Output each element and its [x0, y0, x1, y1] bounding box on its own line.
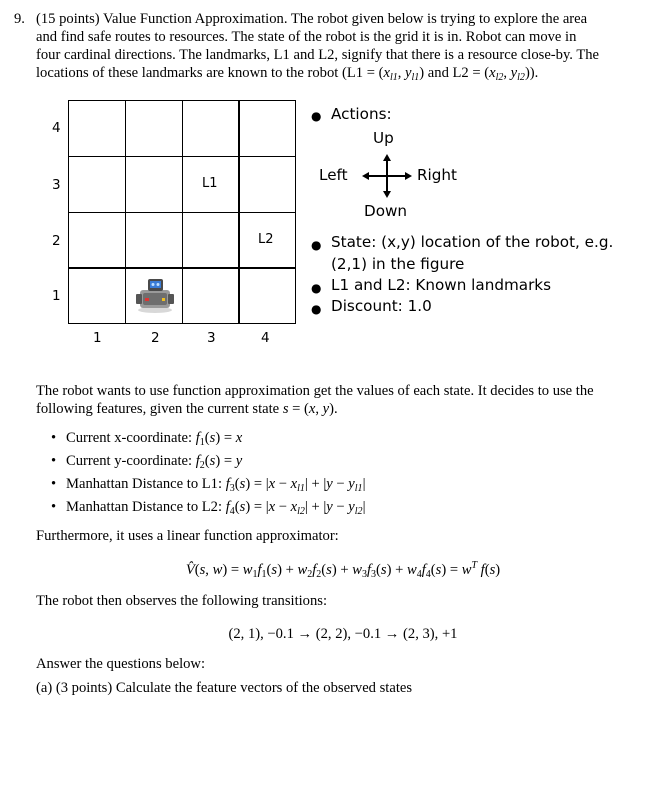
bullet: ●	[311, 302, 322, 316]
feature-1: • Current x-coordinate: $f_1(s) = x$	[36, 429, 650, 452]
intro-line-1: (15 points) Value Function Approximation. The robot given below is trying to explore the area	[36, 11, 588, 27]
y-label-1: 1	[52, 288, 61, 304]
grid-cell-l2	[238, 212, 296, 269]
grid-cell	[68, 212, 126, 269]
grid-cell	[68, 267, 126, 324]
intro-line-3: four cardinal directions. The landmarks, L1 and L2, signify that there is a resource close-by. The	[36, 47, 600, 63]
transitions-intro: The robot then observes the following transitions:	[36, 593, 328, 609]
question-points: (15 points)	[36, 11, 100, 27]
landmarks-info: L1 and L2: Known landmarks	[331, 276, 552, 294]
grid-cell	[182, 212, 240, 269]
feature-4: • Manhattan Distance to L2: $f_4(s) = |x - x_{l2}| + |y - y_{l2}|$	[36, 498, 650, 521]
question-title: Value Function Approximation.	[103, 11, 288, 27]
grid-cell	[238, 100, 296, 157]
x-label-3: 3	[207, 330, 216, 346]
question-intro	[14, 10, 650, 83]
grid-world	[68, 100, 296, 324]
part-a: (a) (3 points) Calculate the feature vectors of the observed states	[36, 680, 413, 696]
feature-2: • Current y-coordinate: $f_2(s) = y$	[36, 452, 650, 475]
bullet: ●	[311, 281, 322, 295]
grid-cell-l1	[182, 156, 240, 213]
bullet: ●	[311, 109, 322, 123]
feature-3: • Manhattan Distance to L1: $f_3(s) = |x - x_{l1}| + |y - y_{l1}|$	[36, 475, 650, 498]
approximator-equation: V̂(s, $w) = w_1f_1(s) + w_2f_2(s) + w_3f_3(s) + w_4f_4(s) = w^T$ f(s)	[185, 560, 501, 580]
x-label-2: 2	[151, 330, 160, 346]
robot-icon	[135, 276, 175, 314]
y-label-3: 3	[52, 177, 61, 193]
question-number: 9.	[14, 11, 25, 27]
grid-cell	[182, 267, 240, 324]
x-label-1: 1	[93, 330, 102, 346]
feature-list	[36, 429, 650, 521]
grid-cell	[125, 156, 183, 213]
grid-cell	[125, 100, 183, 157]
y-label-2: 2	[52, 233, 61, 249]
landmark-l2: L2	[258, 232, 274, 247]
grid-cell	[238, 156, 296, 213]
discount-info: Discount: 1.0	[331, 297, 432, 315]
action-down-label: Down	[364, 202, 408, 220]
grid-cell	[238, 267, 296, 324]
grid-cell	[182, 100, 240, 157]
grid-cell-robot	[125, 267, 183, 324]
grid-cell	[125, 212, 183, 269]
x-label-4: 4	[261, 330, 270, 346]
bullet: ●	[311, 238, 322, 252]
direction-arrows-icon	[362, 154, 412, 198]
state-line-1: State: (x,y) location of the robot, e.g.	[331, 233, 614, 251]
state-line-2: (2,1) in the figure	[331, 255, 465, 273]
action-left-label: Left	[319, 166, 348, 184]
action-up-label: Up	[373, 129, 394, 147]
grid-cell	[68, 100, 126, 157]
approximator-intro: Furthermore, it uses a linear function approximator:	[36, 528, 339, 544]
intro-line-4: locations of these landmarks are known to the robot ($L1 = (x_{l1}$, $y_{l1}$) and $L2 = (x_{l2}$, $y_{l2}$)).	[36, 65, 539, 83]
intro-line-2: and find safe routes to resources. The state of the robot is the grid it is in. Robot can move in	[36, 29, 577, 45]
answer-intro: Answer the questions below:	[36, 656, 206, 672]
landmark-l1: L1	[202, 176, 218, 191]
transitions: (2, 1), −0.1 → (2, 2), −0.1 → (2, 3), +1	[228, 626, 458, 642]
features-intro: The robot wants to use function approximation get the values of each state. It decides to use the following features, given the current state s = (x, y).	[36, 383, 594, 417]
y-label-4: 4	[52, 120, 61, 136]
actions-label: Actions:	[331, 105, 392, 123]
action-right-label: Right	[417, 166, 457, 184]
grid-cell	[68, 156, 126, 213]
